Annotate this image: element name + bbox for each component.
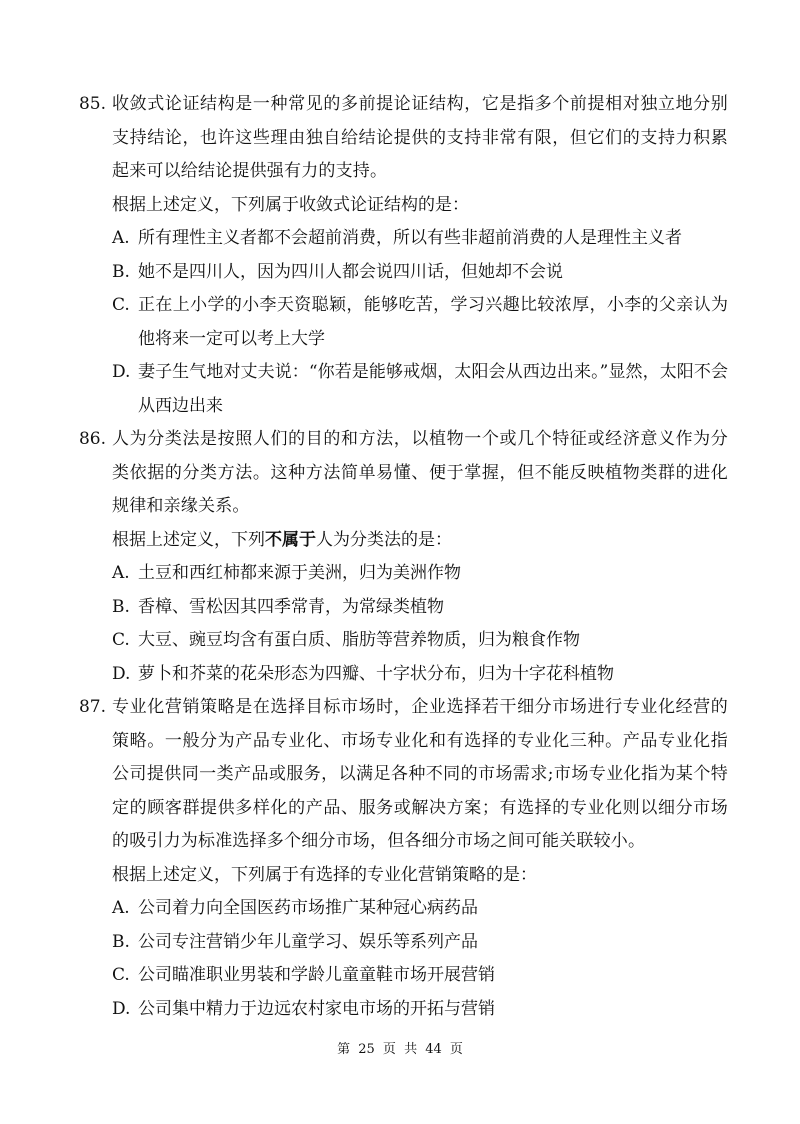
option-text: 土豆和西红柿都来源于美洲，归为美洲作物 bbox=[138, 563, 461, 583]
option-letter: D. bbox=[112, 663, 131, 684]
option-text: 公司瞄准职业男装和学龄儿童童鞋市场开展营销 bbox=[138, 965, 495, 985]
option-letter: B. bbox=[112, 931, 130, 952]
question-stem-row bbox=[0, 691, 800, 859]
option-c bbox=[112, 959, 728, 993]
option-text: 萝卜和芥菜的花朵形态为四瓣、十字状分布，归为十字花科植物 bbox=[138, 663, 614, 684]
question-prompt bbox=[112, 524, 728, 558]
question-86 bbox=[0, 423, 800, 691]
option-text: 她不是四川人，因为四川人都会说四川话，但她却不会说 bbox=[138, 261, 563, 282]
question-85 bbox=[0, 88, 800, 423]
option-text: 所有理性主义者都不会超前消费，所以有些非超前消费的人是理性主义者 bbox=[138, 228, 682, 248]
option-letter: D. bbox=[112, 362, 131, 382]
prompt-emphasis: 不属于 bbox=[265, 529, 316, 550]
page-footer: 第 25 页 共 44 页 bbox=[337, 1042, 463, 1057]
question-stem: 人为分类法是按照人们的目的和方法，以植物一个或几个特征或经济意义作为分类依据的分类方法。这种方法简单易懂、便于掌握，但不能反映植物类群的进化规律和亲缘关系。 bbox=[112, 429, 728, 516]
question-stem: 收敛式论证结构是一种常见的多前提论证结构，它是指多个前提相对独立地分别支持结论，也许这些理由独自给结论提供的支持非常有限，但它们的支持力积累起来可以给结论提供强有力的支持。 bbox=[112, 94, 728, 181]
question-number: 86. bbox=[78, 429, 106, 449]
option-text: 公司专注营销少年儿童学习、娱乐等系列产品 bbox=[138, 931, 478, 952]
option-b bbox=[112, 256, 728, 290]
question-prompt bbox=[112, 189, 728, 223]
option-text: 公司着力向全国医药市场推广某种冠心病药品 bbox=[138, 898, 478, 918]
option-d bbox=[112, 658, 728, 692]
option-b bbox=[112, 591, 728, 625]
question-87 bbox=[0, 691, 800, 1026]
option-a bbox=[112, 222, 728, 256]
option-a bbox=[112, 892, 728, 926]
option-text: 大豆、豌豆均含有蛋白质、脂肪等营养物质，归为粮食作物 bbox=[138, 630, 580, 650]
option-b bbox=[112, 926, 728, 960]
option-d bbox=[112, 356, 728, 423]
prompt-text-end: 人为分类法的是： bbox=[316, 529, 452, 550]
option-letter: C. bbox=[112, 630, 130, 650]
prompt-text: 根据上述定义，下列 bbox=[112, 529, 265, 550]
option-text: 正在上小学的小李天资聪颖，能够吃苦，学习兴趣比较浓厚，小李的父亲认为他将来一定可以考上大学 bbox=[138, 295, 728, 349]
option-letter: B. bbox=[112, 261, 130, 282]
option-d bbox=[112, 993, 728, 1027]
option-letter: A. bbox=[112, 228, 130, 248]
question-prompt bbox=[112, 859, 728, 893]
prompt-text: 根据上述定义，下列属于收敛式论证结构的是： bbox=[112, 194, 469, 215]
option-letter: C. bbox=[112, 965, 130, 985]
option-c bbox=[112, 624, 728, 658]
option-text: 香樟、雪松因其四季常青，为常绿类植物 bbox=[138, 596, 444, 617]
option-letter: D. bbox=[112, 998, 131, 1019]
question-number: 87. bbox=[78, 697, 106, 717]
option-c bbox=[112, 289, 728, 356]
option-text: 妻子生气地对丈夫说：“你若是能够戒烟，太阳会从西边出来。”显然，太阳不会从西边出来 bbox=[138, 362, 728, 416]
question-stem: 专业化营销策略是在选择目标市场时，企业选择若干细分市场进行专业化经营的策略。一般分为产品专业化、市场专业化和有选择的专业化三种。产品专业化指公司提供同一类产品或服务，以满足各种不同的市场需求;市场专业化指为某个特定的顾客群提供多样化的产品、服务或解决方案；有选择的专业化则以细分市场的吸引力为标准选择多个细分市场，但各细分市场之间可能关联较小。 bbox=[112, 697, 728, 851]
option-letter: C. bbox=[112, 295, 130, 315]
question-stem-row bbox=[0, 88, 800, 189]
option-letter: A. bbox=[112, 563, 130, 583]
option-text: 公司集中精力于边远农村家电市场的开拓与营销 bbox=[138, 998, 495, 1019]
question-stem-row bbox=[0, 423, 800, 524]
option-letter: B. bbox=[112, 596, 130, 617]
question-list bbox=[0, 88, 800, 1026]
question-number: 85. bbox=[78, 94, 106, 114]
option-a bbox=[112, 557, 728, 591]
option-letter: A. bbox=[112, 898, 130, 918]
prompt-text: 根据上述定义，下列属于有选择的专业化营销策略的是： bbox=[112, 864, 537, 885]
